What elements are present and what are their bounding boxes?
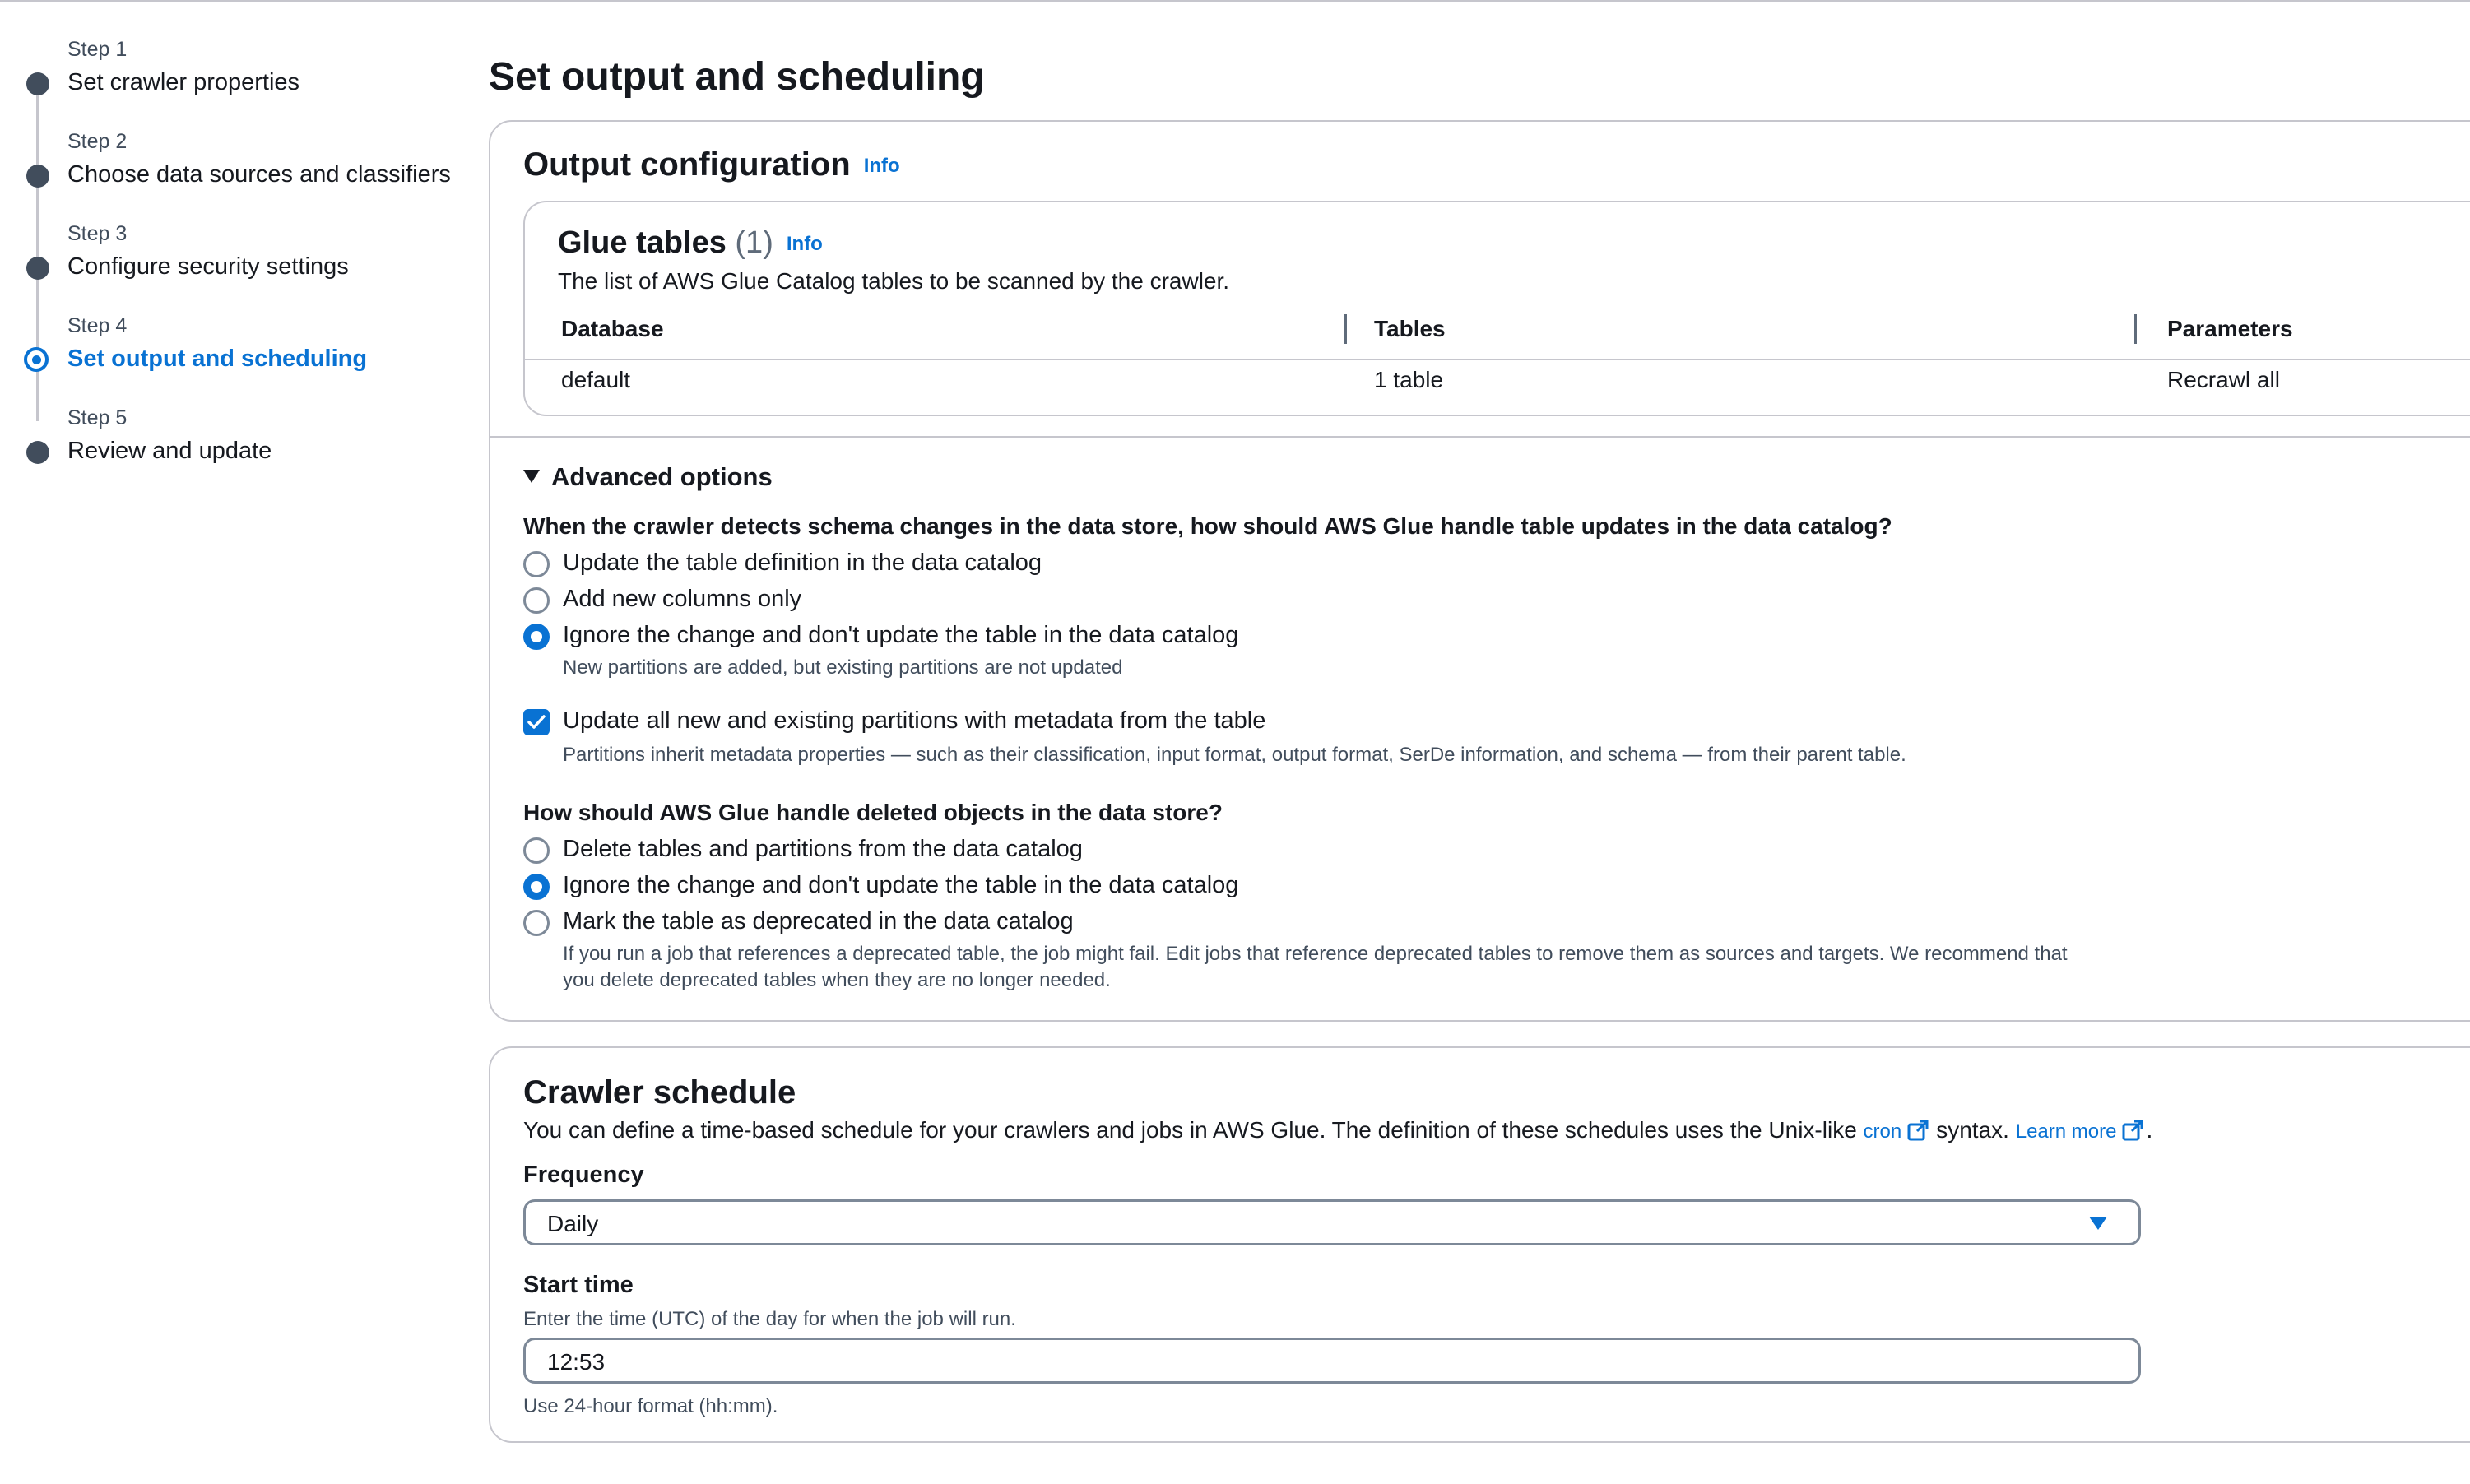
radio-label: Add new columns only: [563, 586, 802, 612]
start-time-hint: Enter the time (UTC) of the day for when the job will run.: [523, 1308, 1016, 1330]
start-time-value: 12:53: [547, 1349, 606, 1375]
schema-change-question: When the crawler detects schema changes in the data store, how should AWS Glue handle table updates in the data catalog?: [523, 513, 1892, 539]
radio-label: Update the table definition in the data catalog: [563, 550, 1042, 576]
radio-label: Ignore the change and don't update the table in the data catalog: [563, 622, 1239, 648]
deleted-objects-question: How should AWS Glue handle deleted objects in the data store?: [523, 800, 1223, 825]
top-border: [0, 0, 2470, 2]
frequency-select[interactable]: [523, 1199, 2141, 1245]
radio-button[interactable]: [523, 910, 550, 936]
step-number: Step 5: [67, 406, 128, 429]
radio-button[interactable]: [523, 587, 550, 614]
cell-parameters: Recrawl all: [2167, 367, 2280, 392]
glue-tables-info-link[interactable]: Info: [786, 232, 823, 255]
crawler-schedule-title: Crawler schedule: [523, 1074, 796, 1111]
step-3-indicator-icon: [26, 257, 49, 280]
column-resizer[interactable]: [2134, 314, 2137, 344]
caret-down-icon: [523, 470, 540, 483]
column-resizer[interactable]: [1344, 314, 1347, 344]
checkbox-label: Update all new and existing partitions with metadata from the table: [563, 707, 1266, 734]
output-configuration-heading: [523, 146, 900, 183]
glue-tables-title: Glue tables: [558, 225, 727, 260]
step-4-current-indicator-icon: [24, 347, 49, 372]
output-configuration-info-link[interactable]: Info: [863, 155, 900, 178]
step-number: Step 4: [67, 314, 128, 337]
step-number: Step 3: [67, 222, 128, 245]
step-link-review-update[interactable]: Review and update: [67, 438, 272, 464]
schema-option-help-text: New partitions are added, but existing partitions are not updated: [563, 656, 1123, 679]
output-configuration-title: Output configuration: [523, 146, 851, 183]
cell-tables: 1 table: [1374, 367, 1444, 392]
step-current-set-output-scheduling: Set output and scheduling: [67, 345, 368, 372]
cell-database: default: [561, 367, 631, 392]
step-2-indicator-icon: [26, 165, 49, 188]
column-header-parameters[interactable]: Parameters: [2167, 316, 2293, 341]
step-link-set-crawler-properties[interactable]: Set crawler properties: [67, 69, 300, 95]
schedule-desc-end: .: [2146, 1117, 2153, 1143]
start-time-label: Start time: [523, 1272, 634, 1298]
external-link-icon: [1906, 1119, 1929, 1142]
crawler-schedule-description: [523, 1117, 2152, 1143]
page-title: Set output and scheduling: [489, 55, 985, 99]
section-divider: [490, 436, 2470, 438]
advanced-options-label: Advanced options: [551, 462, 773, 491]
glue-tables-count: (1): [735, 225, 773, 260]
column-header-tables[interactable]: Tables: [1374, 316, 1446, 341]
radio-button-selected[interactable]: [523, 874, 550, 900]
glue-tables-description: The list of AWS Glue Catalog tables to be scanned by the crawler.: [558, 268, 1230, 294]
schedule-desc-syntax: syntax.: [1936, 1117, 2009, 1143]
step-5-indicator-icon: [26, 441, 49, 464]
step-number: Step 1: [67, 38, 128, 61]
schedule-desc-text: You can define a time-based schedule for your crawlers and jobs in AWS Glue. The definition of these schedules uses the Unix-like: [523, 1117, 1857, 1143]
radio-label: Mark the table as deprecated in the data catalog: [563, 908, 1074, 934]
step-number: Step 2: [67, 130, 128, 153]
checkbox-checked-icon[interactable]: [523, 709, 550, 735]
step-1-indicator-icon: [26, 72, 49, 95]
output-configuration-panel: [489, 120, 2470, 1022]
radio-label: Ignore the change and don't update the table in the data catalog: [563, 872, 1239, 898]
frequency-selected-value: Daily: [547, 1211, 599, 1236]
start-time-format-note: Use 24-hour format (hh:mm).: [523, 1395, 778, 1417]
radio-button[interactable]: [523, 551, 550, 577]
deprecated-help-line-1: If you run a job that references a deprecated table, the job might fail. Edit jobs that reference deprecated tables to remove them as sources and targets. We recommend that: [563, 943, 2068, 965]
crawler-schedule-panel: [489, 1046, 2470, 1443]
glue-tables-panel: [523, 201, 2470, 416]
radio-button-selected[interactable]: [523, 624, 550, 650]
advanced-options-toggle[interactable]: [523, 462, 773, 492]
step-link-choose-data-sources[interactable]: Choose data sources and classifiers: [67, 161, 451, 188]
column-header-database[interactable]: Database: [561, 316, 664, 341]
start-time-input[interactable]: [523, 1338, 2141, 1384]
radio-button[interactable]: [523, 837, 550, 864]
table-header-divider: [525, 359, 2470, 360]
checkbox-help-text: Partitions inherit metadata properties — such as their classification, input format, output format, SerDe information, and schema — from their parent table.: [563, 744, 1906, 766]
step-link-configure-security[interactable]: Configure security settings: [67, 253, 349, 280]
deprecated-help-line-2: you delete deprecated tables when they are no longer needed.: [563, 969, 1111, 991]
caret-down-icon: [2089, 1217, 2107, 1230]
glue-tables-heading: [558, 225, 823, 261]
learn-more-link[interactable]: Learn more: [2015, 1120, 2117, 1143]
radio-label: Delete tables and partitions from the data catalog: [563, 836, 1083, 862]
frequency-label: Frequency: [523, 1162, 644, 1188]
cron-link[interactable]: cron: [1863, 1120, 1902, 1143]
external-link-icon: [2121, 1119, 2144, 1142]
